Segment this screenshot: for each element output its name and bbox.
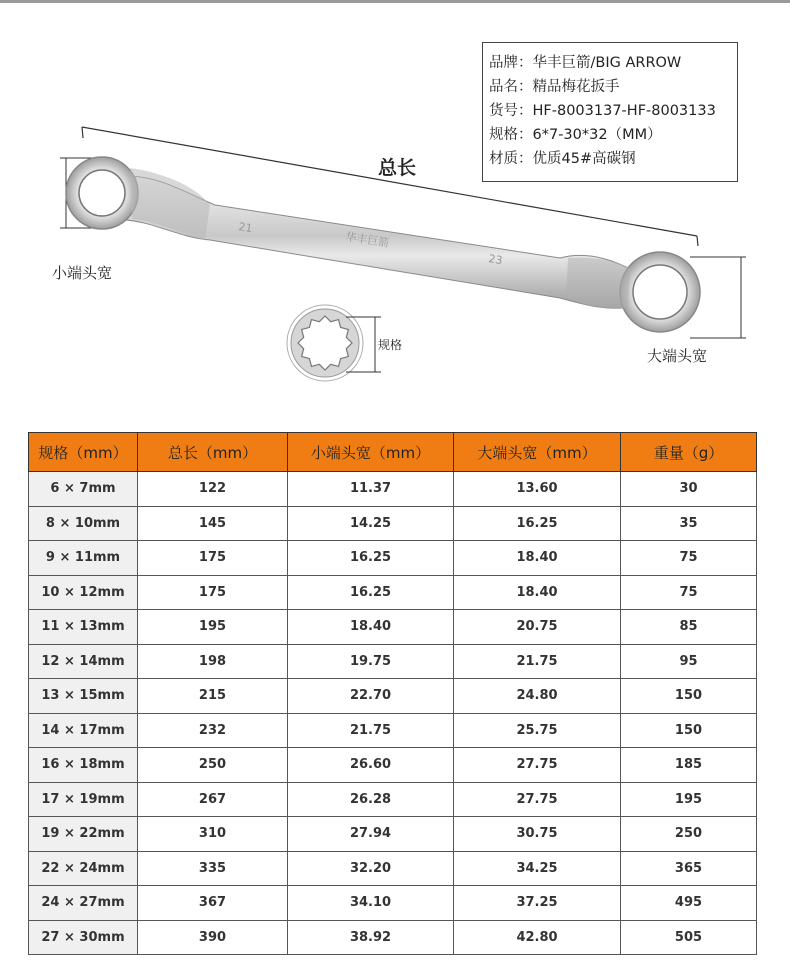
total-length-label: 总长 [378,157,417,179]
cell-weight: 75 [621,541,757,576]
wrench-image [66,157,700,332]
cell-spec: 6 × 7mm [29,472,138,507]
cell-spec: 24 × 27mm [29,886,138,921]
table-row [29,472,757,507]
info-material: 材质：优质45#高碳钢 [489,151,636,167]
cell-spec: 16 × 18mm [29,748,138,783]
table-row [29,886,757,921]
cell-weight: 150 [621,713,757,748]
cell-small-end: 21.75 [288,713,454,748]
cell-small-end: 14.25 [288,506,454,541]
cell-small-end: 16.25 [288,575,454,610]
cell-weight: 365 [621,851,757,886]
cell-weight: 85 [621,610,757,645]
cell-small-end: 18.40 [288,610,454,645]
cell-weight: 150 [621,679,757,714]
cell-weight: 250 [621,817,757,852]
cell-small-end: 34.10 [288,886,454,921]
cell-spec: 13 × 15mm [29,679,138,714]
cell-spec: 17 × 19mm [29,782,138,817]
cell-spec: 14 × 17mm [29,713,138,748]
cell-weight: 195 [621,782,757,817]
cell-spec: 12 × 14mm [29,644,138,679]
spec-table [28,432,757,955]
cell-small-end: 22.70 [288,679,454,714]
cell-large-end: 18.40 [454,541,621,576]
header-total-length: 总长（mm） [138,433,288,472]
cell-total-length: 175 [138,575,288,610]
cell-large-end: 37.25 [454,886,621,921]
cell-small-end: 16.25 [288,541,454,576]
cell-weight: 75 [621,575,757,610]
info-brand: 品牌：华丰巨箭/BIG ARROW [489,55,682,71]
header-small-end: 小端头宽（mm） [288,433,454,472]
table-row [29,679,757,714]
cell-total-length: 122 [138,472,288,507]
cell-weight: 35 [621,506,757,541]
cell-large-end: 25.75 [454,713,621,748]
spec-label: 规格 [378,338,403,352]
cell-total-length: 310 [138,817,288,852]
cell-total-length: 198 [138,644,288,679]
cell-total-length: 335 [138,851,288,886]
cell-large-end: 34.25 [454,851,621,886]
spec-ring-illustration [287,305,381,381]
cell-weight: 185 [621,748,757,783]
cell-large-end: 21.75 [454,644,621,679]
cell-weight: 495 [621,886,757,921]
table-row [29,541,757,576]
cell-total-length: 195 [138,610,288,645]
cell-small-end: 26.28 [288,782,454,817]
table-row [29,782,757,817]
table-row [29,920,757,955]
cell-total-length: 390 [138,920,288,955]
header-spec: 规格（mm） [29,433,138,472]
header-weight: 重量（g） [621,433,757,472]
table-header-row [29,433,757,472]
cell-large-end: 24.80 [454,679,621,714]
cell-spec: 27 × 30mm [29,920,138,955]
cell-spec: 10 × 12mm [29,575,138,610]
table-row [29,817,757,852]
cell-large-end: 27.75 [454,748,621,783]
large-end-label: 大端头宽 [647,347,708,365]
table-row [29,713,757,748]
cell-large-end: 20.75 [454,610,621,645]
table-row [29,575,757,610]
table-row [29,506,757,541]
cell-total-length: 367 [138,886,288,921]
info-model: 货号：HF-8003137-HF-8003133 [489,103,716,119]
cell-total-length: 267 [138,782,288,817]
cell-small-end: 19.75 [288,644,454,679]
cell-total-length: 215 [138,679,288,714]
cell-small-end: 32.20 [288,851,454,886]
cell-small-end: 27.94 [288,817,454,852]
cell-large-end: 27.75 [454,782,621,817]
cell-large-end: 42.80 [454,920,621,955]
cell-spec: 8 × 10mm [29,506,138,541]
table-body [29,472,757,955]
cell-small-end: 38.92 [288,920,454,955]
cell-total-length: 145 [138,506,288,541]
cell-weight: 95 [621,644,757,679]
cell-large-end: 13.60 [454,472,621,507]
stamp-brand: 华丰巨箭 [344,230,391,250]
stamp-small-size: 21 [237,220,254,236]
info-name: 品名：精品梅花扳手 [489,79,620,95]
cell-weight: 30 [621,472,757,507]
header-large-end: 大端头宽（mm） [454,433,621,472]
cell-total-length: 175 [138,541,288,576]
cell-spec: 9 × 11mm [29,541,138,576]
stamp-large-size: 23 [487,252,504,268]
cell-small-end: 26.60 [288,748,454,783]
cell-large-end: 18.40 [454,575,621,610]
cell-total-length: 250 [138,748,288,783]
cell-small-end: 11.37 [288,472,454,507]
cell-weight: 505 [621,920,757,955]
table-row [29,610,757,645]
cell-total-length: 232 [138,713,288,748]
table-row [29,644,757,679]
cell-large-end: 30.75 [454,817,621,852]
table-row [29,748,757,783]
info-spec: 规格：6*7-30*32（MM） [489,127,662,143]
cell-spec: 19 × 22mm [29,817,138,852]
cell-large-end: 16.25 [454,506,621,541]
table-row [29,851,757,886]
cell-spec: 11 × 13mm [29,610,138,645]
small-end-label: 小端头宽 [52,264,113,282]
cell-spec: 22 × 24mm [29,851,138,886]
